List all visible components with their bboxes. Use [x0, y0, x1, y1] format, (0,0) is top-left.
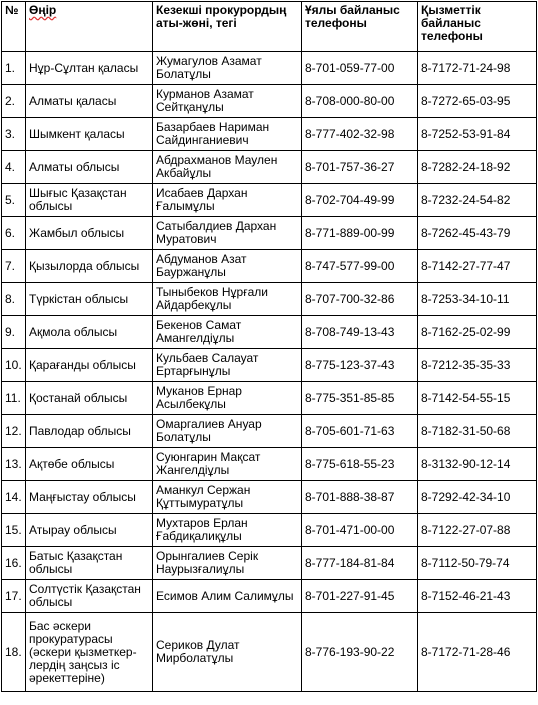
office-phone-cell: 8-7172-71-24-98	[418, 52, 537, 85]
office-phone-cell: 8-7172-71-28-46	[418, 613, 537, 692]
prosecutor-name-cell: Суюнгарин Мақсат Жангелдіұлы	[153, 448, 302, 481]
prosecutor-name-cell: Исабаев Дархан Ғалымұлы	[153, 184, 302, 217]
mobile-phone-cell: 8-701-888-38-87	[302, 481, 418, 514]
table-row	[2, 514, 537, 547]
prosecutor-name-cell: Омаргалиев Ануар Болатұлы	[153, 415, 302, 448]
mobile-phone-cell: 8-777-402-32-98	[302, 118, 418, 151]
prosecutors-table	[1, 1, 537, 692]
prosecutor-name-cell: Базарбаев Нариман Сайдинганиевич	[153, 118, 302, 151]
mobile-phone-cell: 8-705-601-71-63	[302, 415, 418, 448]
office-phone-cell: 8-7292-42-34-10	[418, 481, 537, 514]
office-phone-cell: 8-7262-45-43-79	[418, 217, 537, 250]
prosecutor-name-cell: Абдуманов Азат Бауржанұлы	[153, 250, 302, 283]
office-phone-cell: 8-7152-46-21-43	[418, 580, 537, 613]
mobile-phone-cell: 8-771-889-00-99	[302, 217, 418, 250]
mobile-phone-cell: 8-701-227-91-45	[302, 580, 418, 613]
prosecutor-name-cell: Есимов Алим Салимұлы	[153, 580, 302, 613]
region-cell: Атырау облысы	[26, 514, 153, 547]
header-region: Өңір	[26, 2, 153, 52]
row-number-cell: 2.	[2, 85, 26, 118]
prosecutor-name-cell: Кульбаев Салауат Ертарғынұлы	[153, 349, 302, 382]
table-row	[2, 415, 537, 448]
office-phone-cell: 8-7272-65-03-95	[418, 85, 537, 118]
table-row	[2, 85, 537, 118]
header-name: Кезекші прокурордың аты-жөні, тегі	[153, 2, 302, 52]
office-phone-cell: 8-7162-25-02-99	[418, 316, 537, 349]
region-cell: Нұр-Сұлтан қаласы	[26, 52, 153, 85]
table-row	[2, 613, 537, 692]
mobile-phone-cell: 8-707-700-32-86	[302, 283, 418, 316]
row-number-cell: 14.	[2, 481, 26, 514]
mobile-phone-cell: 8-708-000-80-00	[302, 85, 418, 118]
prosecutor-name-cell: Курманов Азамат Сейтқанұлы	[153, 85, 302, 118]
office-phone-cell: 8-7282-24-18-92	[418, 151, 537, 184]
office-phone-cell: 8-7142-27-77-47	[418, 250, 537, 283]
region-cell: Түркістан облысы	[26, 283, 153, 316]
region-cell: Қостанай облысы	[26, 382, 153, 415]
mobile-phone-cell: 8-701-757-36-27	[302, 151, 418, 184]
region-cell: Шығыс Қазақстан облысы	[26, 184, 153, 217]
office-phone-cell: 8-7212-35-35-33	[418, 349, 537, 382]
table-row	[2, 382, 537, 415]
office-phone-cell: 8-7122-27-07-88	[418, 514, 537, 547]
mobile-phone-cell: 8-702-704-49-99	[302, 184, 418, 217]
region-cell: Павлодар облысы	[26, 415, 153, 448]
mobile-phone-cell: 8-776-193-90-22	[302, 613, 418, 692]
office-phone-cell: 8-7182-31-50-68	[418, 415, 537, 448]
table-row	[2, 217, 537, 250]
row-number-cell: 13.	[2, 448, 26, 481]
mobile-phone-cell: 8-775-123-37-43	[302, 349, 418, 382]
row-number-cell: 8.	[2, 283, 26, 316]
row-number-cell: 11.	[2, 382, 26, 415]
prosecutor-name-cell: Абдрахманов Маулен Акбайұлы	[153, 151, 302, 184]
row-number-cell: 12.	[2, 415, 26, 448]
row-number-cell: 1.	[2, 52, 26, 85]
prosecutor-name-cell: Муканов Ернар Асылбекұлы	[153, 382, 302, 415]
region-cell: Ақтөбе облысы	[26, 448, 153, 481]
region-cell: Батыс Қазақстан облысы	[26, 547, 153, 580]
table-row	[2, 349, 537, 382]
row-number-cell: 4.	[2, 151, 26, 184]
region-cell: Бас әскери прокуратурасы (әскери қызметкер-лердің заңсыз іс әрекеттеріне)	[26, 613, 153, 692]
row-number-cell: 16.	[2, 547, 26, 580]
table-row	[2, 52, 537, 85]
office-phone-cell: 8-7253-34-10-11	[418, 283, 537, 316]
table-row	[2, 283, 537, 316]
region-cell: Алматы қаласы	[26, 85, 153, 118]
office-phone-cell: 8-7112-50-79-74	[418, 547, 537, 580]
prosecutor-name-cell: Жумагулов Азамат Болатұлы	[153, 52, 302, 85]
region-cell: Қарағанды облысы	[26, 349, 153, 382]
office-phone-cell: 8-7232-24-54-82	[418, 184, 537, 217]
row-number-cell: 3.	[2, 118, 26, 151]
header-row	[2, 2, 537, 52]
region-cell: Қызылорда облысы	[26, 250, 153, 283]
region-cell: Алматы облысы	[26, 151, 153, 184]
table-row	[2, 184, 537, 217]
prosecutor-name-cell: Бекенов Самат Амангелдіұлы	[153, 316, 302, 349]
region-cell: Солтүстік Қазақстан облысы	[26, 580, 153, 613]
table-row	[2, 547, 537, 580]
row-number-cell: 9.	[2, 316, 26, 349]
prosecutor-name-cell: Орынгалиев Серік Наурызғалиұлы	[153, 547, 302, 580]
office-phone-cell: 8-3132-90-12-14	[418, 448, 537, 481]
header-mobile: Ұялы байланыс телефоны	[302, 2, 418, 52]
prosecutor-name-cell: Сатыбалдиев Дархан Муратович	[153, 217, 302, 250]
row-number-cell: 5.	[2, 184, 26, 217]
region-cell: Маңғыстау облысы	[26, 481, 153, 514]
row-number-cell: 15.	[2, 514, 26, 547]
mobile-phone-cell: 8-777-184-81-84	[302, 547, 418, 580]
table-row	[2, 250, 537, 283]
office-phone-cell: 8-7142-54-55-15	[418, 382, 537, 415]
mobile-phone-cell: 8-708-749-13-43	[302, 316, 418, 349]
table-row	[2, 151, 537, 184]
prosecutor-name-cell: Тыныбеков Нұрғали Айдарбекұлы	[153, 283, 302, 316]
mobile-phone-cell: 8-775-618-55-23	[302, 448, 418, 481]
mobile-phone-cell: 8-701-471-00-00	[302, 514, 418, 547]
row-number-cell: 6.	[2, 217, 26, 250]
row-number-cell: 18.	[2, 613, 26, 692]
header-office: Қызметтік байланыс телефоны	[418, 2, 537, 52]
table-row	[2, 448, 537, 481]
region-cell: Ақмола облысы	[26, 316, 153, 349]
prosecutor-name-cell: Сериков Дулат Мирболатұлы	[153, 613, 302, 692]
region-cell: Жамбыл облысы	[26, 217, 153, 250]
region-cell: Шымкент қаласы	[26, 118, 153, 151]
mobile-phone-cell: 8-775-351-85-85	[302, 382, 418, 415]
prosecutor-name-cell: Аманкул Сержан Құттымуратұлы	[153, 481, 302, 514]
table-row	[2, 580, 537, 613]
prosecutor-name-cell: Мухтаров Ерлан Ғабдиқалиқұлы	[153, 514, 302, 547]
mobile-phone-cell: 8-701-059-77-00	[302, 52, 418, 85]
row-number-cell: 7.	[2, 250, 26, 283]
row-number-cell: 17.	[2, 580, 26, 613]
table-row	[2, 316, 537, 349]
header-num: №	[2, 2, 26, 52]
mobile-phone-cell: 8-747-577-99-00	[302, 250, 418, 283]
table-row	[2, 118, 537, 151]
table-row	[2, 481, 537, 514]
office-phone-cell: 8-7252-53-91-84	[418, 118, 537, 151]
row-number-cell: 10.	[2, 349, 26, 382]
